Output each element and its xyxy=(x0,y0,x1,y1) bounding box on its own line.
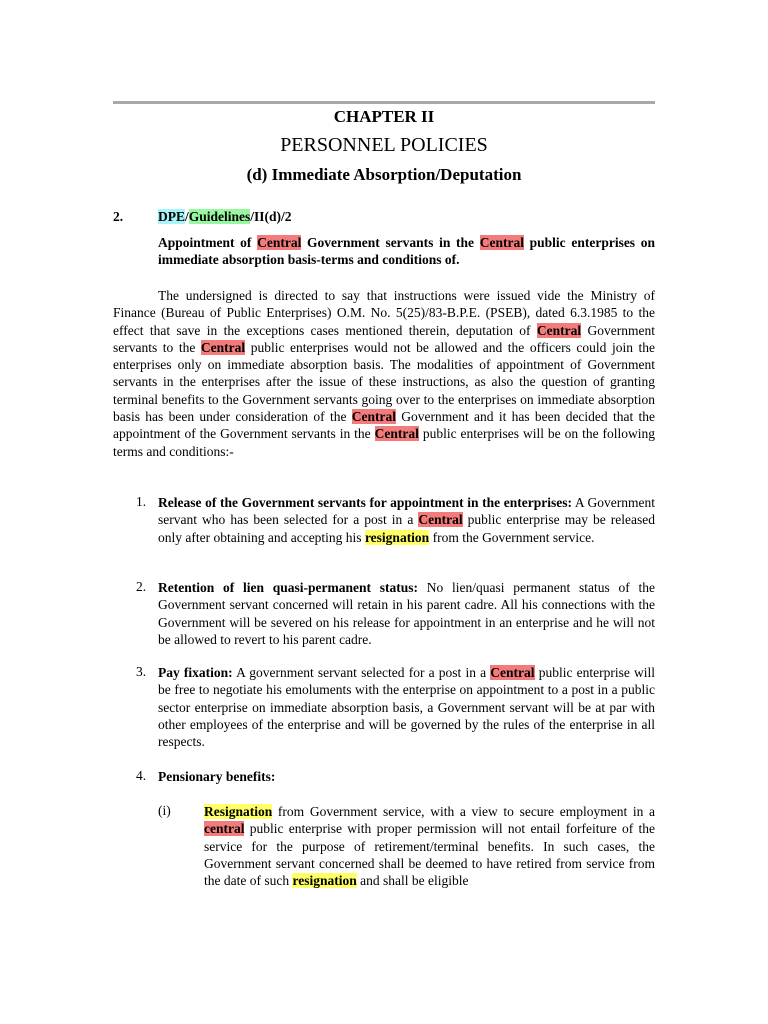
highlight-central: Central xyxy=(490,665,535,680)
highlight-resignation: resignation xyxy=(364,529,430,545)
subject-text: Appointment of xyxy=(158,235,258,250)
sub-item-text: and shall be eligible xyxy=(356,873,469,889)
list-item-text: A government servant selected for a post in a xyxy=(232,665,491,680)
intro-text: public enterprises would not be allowed and the officers could join the enterprises only on immediate absorption basis. The modalities of appointment of Government servants in the enterprises after the issue of these instructions, as also the question of granting terminal benefits to the Government servants going over to the enterprises on immediate absorption basis has been under consideration of the xyxy=(113,339,655,425)
highlight-central: Central xyxy=(351,409,396,425)
list-item-text: No lien/quasi permanent status of the Government servant concerned will retain in his parent cadre. All his connections with the Government will be severed on his release for appointment in an enterprise and he will not be allowed to revert to his parent cadre. xyxy=(158,580,656,647)
list-number: 1. xyxy=(136,494,147,509)
part-title: PERSONNEL POLICIES xyxy=(280,134,488,156)
highlight-central: Central xyxy=(536,322,582,338)
subject-paragraph xyxy=(158,234,655,269)
section-heading: (d) Immediate Absorption/Deputation xyxy=(246,165,522,184)
intro-text: Government servants to the xyxy=(113,322,655,355)
sub-item-text: from Government service, with a view to secure employment in a xyxy=(272,804,655,819)
highlight-central: Central xyxy=(200,339,246,355)
list-number: 3. xyxy=(136,664,147,679)
intro-text: Government and it has been decided that the appointment of the Government servants in the xyxy=(113,409,655,442)
ref-suffix: /II(d)/2 xyxy=(250,209,292,224)
highlight-central: Central xyxy=(374,426,419,442)
intro-text: public enterprises will be on the following terms and conditions:- xyxy=(113,426,656,459)
highlight-central: Central xyxy=(257,235,302,250)
subject-text: Government servants in the xyxy=(301,235,480,250)
list-item-release xyxy=(158,494,655,546)
sub-item-number: (i) xyxy=(158,803,171,818)
list-item-text: public enterprise may be released only after obtaining and accepting his xyxy=(158,512,655,545)
part-heading xyxy=(113,134,655,157)
highlight-central: central xyxy=(204,821,245,837)
ref-guidelines: Guidelines xyxy=(188,209,251,224)
ref-separator: / xyxy=(185,209,189,224)
ref-dpe: DPE xyxy=(158,209,185,224)
list-item-pay xyxy=(158,664,655,750)
highlight-central: Central xyxy=(418,512,463,528)
item-number: 2. xyxy=(113,209,124,224)
reference-code xyxy=(158,209,292,225)
sub-item-text: public enterprise with proper permission will not entail forfeiture of the service for the purpose of retirement/terminal benefits. In such cases, the Government servant concerned shall be deemed to have retired from service from the date of such xyxy=(204,821,655,889)
chapter-heading: CHAPTER II xyxy=(333,107,435,126)
list-item-heading: Retention of lien quasi-permanent status: xyxy=(158,580,419,595)
highlight-resignation: Resignation xyxy=(204,804,273,819)
list-item-heading: Release of the Government servants for appointment in the enterprises: xyxy=(158,495,573,510)
list-item-text: public enterprise will be free to negotiate his emoluments with the enterprise on appointment to a post in a public sector enterprise on immediate absorption basis, a Government servant will be at par with other employees of the enterprise and will be governed by the rules of the enterprise in all respects. xyxy=(158,665,656,750)
highlight-resignation: resignation xyxy=(292,873,357,889)
intro-text: The undersigned is directed to say that instructions were issued vide the Ministry of Finance (Bureau of Public Enterprises) O.M. No. 5(25)/83-B.P.E. (PSEB), dated 6.3.1985 to the effect that save in the exceptions cases mentioned therein, deputation of xyxy=(113,288,655,338)
list-number: 4. xyxy=(136,768,147,783)
list-item-text: A Government servant who has been selected for a post in a xyxy=(158,495,655,528)
highlight-central: Central xyxy=(479,235,524,250)
list-item-pension xyxy=(158,768,655,785)
list-item-text: from the Government service. xyxy=(429,529,595,545)
list-number: 2. xyxy=(136,579,147,594)
list-item-heading: Pensionary benefits: xyxy=(158,769,276,784)
subject-text: public enterprises on immediate absorption basis-terms and conditions of. xyxy=(158,235,655,268)
list-item-heading: Pay fixation: xyxy=(158,665,233,680)
intro-paragraph xyxy=(113,287,655,460)
header-rule xyxy=(113,101,655,104)
list-item-lien xyxy=(158,579,655,648)
sub-item-resignation xyxy=(204,803,655,889)
